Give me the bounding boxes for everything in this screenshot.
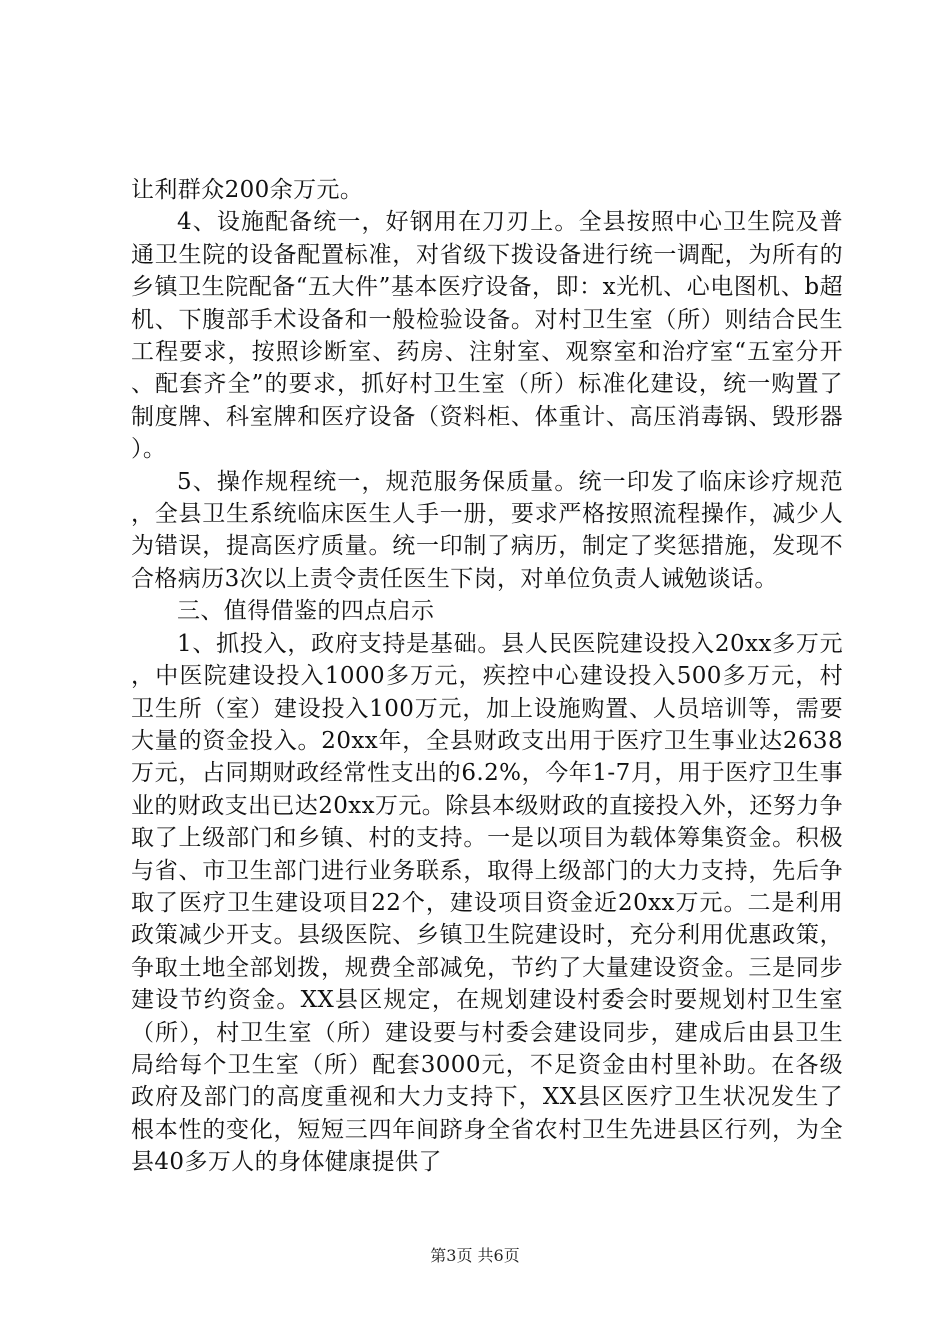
paragraph-continuation: 让利群众200余万元。 [131,177,364,203]
document-body [131,174,843,1179]
page-footer: 第3页 共6页 [430,1246,520,1265]
paragraph-investment: 1、抓投入，政府支持是基础。县人民医院建设投入20xx多万元，中医院建设投入1000多万元，疾控中心建设投入500多万元，村卫生所（室）建设投入100万元，加上设施购置、人员培训等，需要大量的资金投入。20xx年，全县财政支出用于医疗卫生事业达2638万元，占同期财政经常性支出的6.2%，今年1-7月，用于医疗卫生事业的财政支出已达20xx万元。除县本级财政的直接投入外，还努力争取了上级部门和乡镇、村的支持。一是以项目为载体筹集资金。积极与省、市卫生部门进行业务联系，取得上级部门的大力支持，先后争取了医疗卫生建设项目22个，建设项目资金近20xx万元。二是利用政策减少开支。县级医院、乡镇卫生院建设时，充分利用优惠政策，争取土地全部划拨，规费全部减免，节约了大量建设资金。三是同步建设节约资金。XX县区规定，在规划建设村委会时要规划村卫生室（所），村卫生室（所）建设要与村委会建设同步，建成后由县卫生局给每个卫生室（所）配套3000元，不足资金由村里补助。在各级政府及部门的高度重视和大力支持下，XX县区医疗卫生状况发生了根本性的变化，短短三四年间跻身全省农村卫生先进县区行列，为全县40多万人的身体健康提供了 [131,630,844,1176]
paragraph-procedures: 5、操作规程统一，规范服务保质量。统一印发了临床诊疗规范，全县卫生系统临床医生人手一册，要求严格按照流程操作，减少人为错误，提高医疗质量。统一印制了病历，制定了奖惩措施，发现不合格病历3次以上责令责任医生下岗，对单位负责人诫勉谈话。 [131,468,843,592]
section-heading: 三、值得借鉴的四点启示 [177,598,435,625]
paragraph-equipment: 4、设施配备统一，好钢用在刀刃上。全县按照中心卫生院及普通卫生院的设备配置标准，对省级下拨设备进行统一调配，为所有的乡镇卫生院配备“五大件”基本医疗设备，即：x光机、心电图机、b超机、下腹部手术设备和一般检验设备。对村卫生室（所）则结合民生工程要求，按照诊断室、药房、注射室、观察室和治疗室“五室分开、配套齐全”的要求，抓好村卫生室（所）标准化建设，统一购置了制度牌、科室牌和医疗设备（资料柜、体重计、高压消毒锅、毁形器）。 [131,209,843,463]
